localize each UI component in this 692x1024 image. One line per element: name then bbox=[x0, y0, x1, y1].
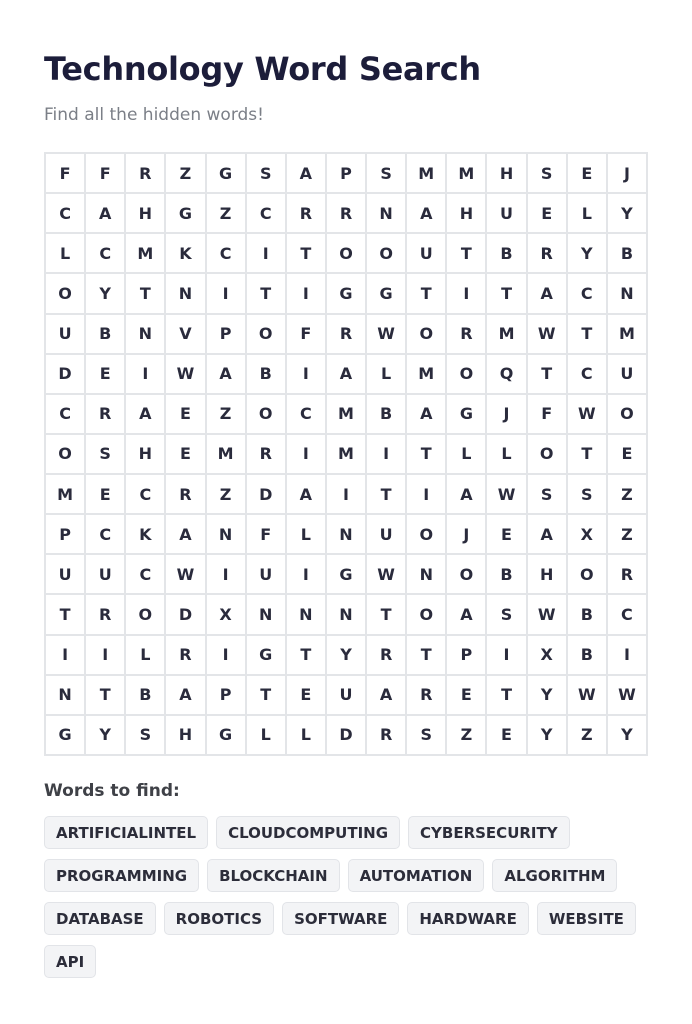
grid-cell[interactable]: R bbox=[86, 595, 124, 633]
grid-cell[interactable]: F bbox=[46, 154, 84, 192]
grid-cell[interactable]: B bbox=[126, 676, 164, 714]
grid-cell[interactable]: I bbox=[247, 234, 285, 272]
grid-cell[interactable]: N bbox=[247, 595, 285, 633]
grid-cell[interactable]: A bbox=[447, 595, 485, 633]
grid-cell[interactable]: N bbox=[46, 676, 84, 714]
grid-cell[interactable]: I bbox=[287, 555, 325, 593]
word-chip: SOFTWARE bbox=[282, 902, 399, 935]
grid-cell[interactable]: E bbox=[568, 154, 606, 192]
grid-cell[interactable]: N bbox=[367, 194, 405, 232]
grid-cell[interactable]: M bbox=[608, 315, 646, 353]
grid-cell[interactable]: W bbox=[568, 395, 606, 433]
grid-cell[interactable]: W bbox=[568, 676, 606, 714]
grid-cell[interactable]: M bbox=[407, 154, 445, 192]
grid-cell[interactable]: I bbox=[447, 274, 485, 312]
word-chip: BLOCKCHAIN bbox=[207, 859, 339, 892]
grid-cell[interactable]: B bbox=[487, 555, 525, 593]
grid-cell[interactable]: S bbox=[487, 595, 525, 633]
grid-cell[interactable]: Y bbox=[327, 636, 365, 674]
word-chip: DATABASE bbox=[44, 902, 156, 935]
grid-cell[interactable]: S bbox=[367, 154, 405, 192]
grid-cell[interactable]: I bbox=[207, 274, 245, 312]
grid-cell[interactable]: I bbox=[367, 435, 405, 473]
grid-cell[interactable]: Y bbox=[528, 716, 566, 754]
grid-cell[interactable]: G bbox=[207, 154, 245, 192]
grid-cell[interactable]: R bbox=[367, 636, 405, 674]
grid-cell[interactable]: I bbox=[207, 636, 245, 674]
grid-cell[interactable]: M bbox=[126, 234, 164, 272]
grid-cell[interactable]: U bbox=[367, 515, 405, 553]
grid-cell[interactable]: A bbox=[166, 676, 204, 714]
grid-cell[interactable]: L bbox=[46, 234, 84, 272]
grid-cell[interactable]: H bbox=[447, 194, 485, 232]
grid-cell[interactable]: D bbox=[46, 355, 84, 393]
word-list bbox=[44, 816, 648, 978]
grid-cell[interactable]: E bbox=[487, 716, 525, 754]
grid-cell[interactable]: Z bbox=[166, 154, 204, 192]
grid-cell[interactable]: T bbox=[247, 676, 285, 714]
grid-cell[interactable]: W bbox=[528, 315, 566, 353]
grid-cell[interactable]: I bbox=[46, 636, 84, 674]
grid-cell[interactable]: S bbox=[247, 154, 285, 192]
grid-cell[interactable]: I bbox=[126, 355, 164, 393]
grid-cell[interactable]: A bbox=[86, 194, 124, 232]
grid-cell[interactable]: U bbox=[487, 194, 525, 232]
grid-cell[interactable]: E bbox=[447, 676, 485, 714]
grid-cell[interactable]: O bbox=[327, 234, 365, 272]
grid-cell[interactable]: D bbox=[247, 475, 285, 513]
grid-cell[interactable]: A bbox=[528, 274, 566, 312]
grid-cell[interactable]: T bbox=[407, 274, 445, 312]
grid-cell[interactable]: Y bbox=[608, 194, 646, 232]
grid-cell[interactable]: Y bbox=[608, 716, 646, 754]
grid-cell[interactable]: R bbox=[608, 555, 646, 593]
grid-cell[interactable]: A bbox=[407, 395, 445, 433]
grid-cell[interactable]: Y bbox=[86, 274, 124, 312]
grid-cell[interactable]: C bbox=[86, 515, 124, 553]
grid-cell[interactable]: E bbox=[608, 435, 646, 473]
grid-cell[interactable]: Y bbox=[568, 234, 606, 272]
grid-cell[interactable]: O bbox=[407, 595, 445, 633]
grid-cell[interactable]: N bbox=[287, 595, 325, 633]
grid-cell[interactable]: C bbox=[126, 555, 164, 593]
grid-cell[interactable]: T bbox=[367, 475, 405, 513]
grid-cell[interactable]: C bbox=[126, 475, 164, 513]
grid-cell[interactable]: F bbox=[528, 395, 566, 433]
grid-cell[interactable]: W bbox=[608, 676, 646, 714]
grid-cell[interactable]: N bbox=[327, 515, 365, 553]
word-chip: ALGORITHM bbox=[492, 859, 617, 892]
grid-cell[interactable]: R bbox=[166, 636, 204, 674]
grid-cell[interactable]: O bbox=[568, 555, 606, 593]
grid-cell[interactable]: G bbox=[46, 716, 84, 754]
grid-cell[interactable]: V bbox=[166, 315, 204, 353]
grid-cell[interactable]: Z bbox=[207, 194, 245, 232]
grid-cell[interactable]: G bbox=[447, 395, 485, 433]
grid-cell[interactable]: U bbox=[46, 315, 84, 353]
grid-cell[interactable]: W bbox=[166, 555, 204, 593]
grid-cell[interactable]: W bbox=[166, 355, 204, 393]
grid-cell[interactable]: E bbox=[86, 355, 124, 393]
grid-cell[interactable]: T bbox=[407, 636, 445, 674]
grid-cell[interactable]: G bbox=[367, 274, 405, 312]
grid-cell[interactable]: S bbox=[528, 475, 566, 513]
grid-cell[interactable]: I bbox=[287, 435, 325, 473]
grid-cell[interactable]: U bbox=[327, 676, 365, 714]
grid-cell[interactable]: C bbox=[86, 234, 124, 272]
grid-cell[interactable]: C bbox=[46, 194, 84, 232]
grid-cell[interactable]: L bbox=[126, 636, 164, 674]
grid-cell[interactable]: I bbox=[487, 636, 525, 674]
grid-cell[interactable]: H bbox=[487, 154, 525, 192]
grid-cell[interactable]: R bbox=[126, 154, 164, 192]
grid-cell[interactable]: D bbox=[327, 716, 365, 754]
grid-cell[interactable]: S bbox=[568, 475, 606, 513]
grid-cell[interactable]: A bbox=[528, 515, 566, 553]
grid-cell[interactable]: I bbox=[86, 636, 124, 674]
grid-cell[interactable]: B bbox=[568, 595, 606, 633]
grid-cell[interactable]: P bbox=[46, 515, 84, 553]
grid-cell[interactable]: U bbox=[608, 355, 646, 393]
grid-cell[interactable]: B bbox=[487, 234, 525, 272]
grid-cell[interactable]: M bbox=[46, 475, 84, 513]
grid-cell[interactable]: Z bbox=[608, 475, 646, 513]
grid-cell[interactable]: M bbox=[327, 395, 365, 433]
grid-cell[interactable]: G bbox=[327, 555, 365, 593]
grid-cell[interactable]: O bbox=[126, 595, 164, 633]
grid-cell[interactable]: L bbox=[447, 435, 485, 473]
grid-cell[interactable]: Y bbox=[528, 676, 566, 714]
grid-cell[interactable]: I bbox=[287, 355, 325, 393]
grid-cell[interactable]: F bbox=[287, 315, 325, 353]
grid-cell[interactable]: T bbox=[247, 274, 285, 312]
grid-cell[interactable]: L bbox=[247, 716, 285, 754]
grid-cell[interactable]: I bbox=[327, 475, 365, 513]
grid-cell[interactable]: B bbox=[608, 234, 646, 272]
grid-cell[interactable]: G bbox=[207, 716, 245, 754]
grid-cell[interactable]: W bbox=[367, 555, 405, 593]
grid-cell[interactable]: C bbox=[247, 194, 285, 232]
grid-cell[interactable]: B bbox=[568, 636, 606, 674]
grid-cell[interactable]: G bbox=[327, 274, 365, 312]
grid-cell[interactable]: R bbox=[327, 194, 365, 232]
grid-cell[interactable]: U bbox=[247, 555, 285, 593]
grid-cell[interactable]: X bbox=[568, 515, 606, 553]
grid-cell[interactable]: T bbox=[568, 315, 606, 353]
grid-cell[interactable]: I bbox=[608, 636, 646, 674]
grid-cell[interactable]: O bbox=[247, 395, 285, 433]
grid-cell[interactable]: S bbox=[407, 716, 445, 754]
grid-cell[interactable]: T bbox=[447, 234, 485, 272]
grid-cell[interactable]: O bbox=[46, 435, 84, 473]
grid-cell[interactable]: K bbox=[126, 515, 164, 553]
grid-cell[interactable]: Z bbox=[608, 515, 646, 553]
grid-cell[interactable]: C bbox=[46, 395, 84, 433]
grid-cell[interactable]: E bbox=[166, 395, 204, 433]
grid-cell[interactable]: I bbox=[287, 274, 325, 312]
grid-cell[interactable]: R bbox=[247, 435, 285, 473]
grid-cell[interactable]: N bbox=[126, 315, 164, 353]
grid-cell[interactable]: J bbox=[487, 395, 525, 433]
grid-cell[interactable]: R bbox=[327, 315, 365, 353]
grid-cell[interactable]: T bbox=[528, 355, 566, 393]
grid-cell[interactable]: W bbox=[528, 595, 566, 633]
grid-cell[interactable]: J bbox=[447, 515, 485, 553]
word-chip: ARTIFICIALINTEL bbox=[44, 816, 208, 849]
grid-cell[interactable]: E bbox=[287, 676, 325, 714]
grid-cell[interactable]: C bbox=[608, 595, 646, 633]
grid-cell[interactable]: A bbox=[166, 515, 204, 553]
grid-cell[interactable]: T bbox=[126, 274, 164, 312]
grid-cell[interactable]: O bbox=[407, 515, 445, 553]
letter-grid bbox=[44, 152, 648, 756]
grid-cell[interactable]: P bbox=[327, 154, 365, 192]
grid-cell[interactable]: U bbox=[86, 555, 124, 593]
grid-cell[interactable]: F bbox=[86, 154, 124, 192]
grid-cell[interactable]: Y bbox=[86, 716, 124, 754]
grid-cell[interactable]: I bbox=[407, 475, 445, 513]
grid-cell[interactable]: A bbox=[447, 475, 485, 513]
grid-cell[interactable]: C bbox=[207, 234, 245, 272]
grid-cell[interactable]: P bbox=[207, 315, 245, 353]
grid-cell[interactable]: T bbox=[487, 274, 525, 312]
grid-cell[interactable]: F bbox=[247, 515, 285, 553]
grid-cell[interactable]: L bbox=[487, 435, 525, 473]
grid-cell[interactable]: G bbox=[166, 194, 204, 232]
grid-cell[interactable]: R bbox=[367, 716, 405, 754]
page-title: Technology Word Search bbox=[44, 50, 481, 88]
grid-cell[interactable]: Z bbox=[447, 716, 485, 754]
word-chip: CLOUDCOMPUTING bbox=[216, 816, 400, 849]
grid-cell[interactable]: Z bbox=[207, 475, 245, 513]
grid-cell[interactable]: T bbox=[487, 676, 525, 714]
grid-cell[interactable]: S bbox=[86, 435, 124, 473]
grid-cell[interactable]: L bbox=[367, 355, 405, 393]
grid-cell[interactable]: M bbox=[487, 315, 525, 353]
grid-cell[interactable]: S bbox=[126, 716, 164, 754]
grid-cell[interactable]: Q bbox=[487, 355, 525, 393]
grid-cell[interactable]: K bbox=[166, 234, 204, 272]
grid-cell[interactable]: D bbox=[166, 595, 204, 633]
grid-cell[interactable]: J bbox=[608, 154, 646, 192]
grid-cell[interactable]: L bbox=[568, 194, 606, 232]
grid-cell[interactable]: N bbox=[407, 555, 445, 593]
grid-cell[interactable]: A bbox=[207, 355, 245, 393]
grid-cell[interactable]: L bbox=[287, 515, 325, 553]
grid-cell[interactable]: R bbox=[287, 194, 325, 232]
word-search-page bbox=[44, 48, 648, 971]
grid-cell[interactable]: H bbox=[528, 555, 566, 593]
grid-cell[interactable]: C bbox=[568, 355, 606, 393]
grid-cell[interactable]: E bbox=[528, 194, 566, 232]
grid-cell[interactable]: G bbox=[247, 636, 285, 674]
grid-cell[interactable]: I bbox=[207, 555, 245, 593]
grid-cell[interactable]: O bbox=[46, 274, 84, 312]
grid-cell[interactable]: Z bbox=[207, 395, 245, 433]
grid-cell[interactable]: A bbox=[327, 355, 365, 393]
grid-cell[interactable]: M bbox=[327, 435, 365, 473]
grid-cell[interactable]: R bbox=[86, 395, 124, 433]
grid-cell[interactable]: O bbox=[447, 555, 485, 593]
grid-cell[interactable]: A bbox=[407, 194, 445, 232]
grid-cell[interactable]: N bbox=[166, 274, 204, 312]
grid-cell[interactable]: R bbox=[528, 234, 566, 272]
grid-cell[interactable]: S bbox=[528, 154, 566, 192]
grid-cell[interactable]: A bbox=[367, 676, 405, 714]
grid-cell[interactable]: M bbox=[207, 435, 245, 473]
grid-cell[interactable]: X bbox=[207, 595, 245, 633]
grid-cell[interactable]: E bbox=[166, 435, 204, 473]
grid-cell[interactable]: X bbox=[528, 636, 566, 674]
grid-cell[interactable]: B bbox=[367, 395, 405, 433]
grid-cell[interactable]: T bbox=[287, 636, 325, 674]
grid-cell[interactable]: H bbox=[166, 716, 204, 754]
word-chip: HARDWARE bbox=[407, 902, 528, 935]
grid-cell[interactable]: T bbox=[407, 435, 445, 473]
grid-cell[interactable]: A bbox=[287, 475, 325, 513]
grid-cell[interactable]: A bbox=[126, 395, 164, 433]
word-chip: CYBERSECURITY bbox=[408, 816, 570, 849]
grid-cell[interactable]: T bbox=[46, 595, 84, 633]
grid-cell[interactable]: W bbox=[487, 475, 525, 513]
grid-cell[interactable]: H bbox=[126, 435, 164, 473]
grid-cell[interactable]: P bbox=[207, 676, 245, 714]
grid-cell[interactable]: P bbox=[447, 636, 485, 674]
words-heading: Words to find: bbox=[44, 781, 180, 801]
grid-cell[interactable]: W bbox=[367, 315, 405, 353]
word-chip: WEBSITE bbox=[537, 902, 636, 935]
grid-cell[interactable]: T bbox=[86, 676, 124, 714]
grid-cell[interactable]: O bbox=[528, 435, 566, 473]
grid-cell[interactable]: N bbox=[207, 515, 245, 553]
grid-cell[interactable]: O bbox=[367, 234, 405, 272]
grid-cell[interactable]: B bbox=[247, 355, 285, 393]
grid-cell[interactable]: N bbox=[608, 274, 646, 312]
grid-cell[interactable]: T bbox=[568, 435, 606, 473]
grid-cell[interactable]: R bbox=[447, 315, 485, 353]
grid-cell[interactable]: Z bbox=[568, 716, 606, 754]
grid-cell[interactable]: U bbox=[407, 234, 445, 272]
grid-cell[interactable]: O bbox=[447, 355, 485, 393]
grid-cell[interactable]: O bbox=[407, 315, 445, 353]
grid-cell[interactable]: B bbox=[86, 315, 124, 353]
word-chip: ROBOTICS bbox=[164, 902, 274, 935]
grid-cell[interactable]: H bbox=[126, 194, 164, 232]
grid-cell[interactable]: L bbox=[287, 716, 325, 754]
grid-cell[interactable]: M bbox=[407, 355, 445, 393]
page-subtitle: Find all the hidden words! bbox=[44, 105, 264, 125]
grid-cell[interactable]: C bbox=[287, 395, 325, 433]
grid-cell[interactable]: O bbox=[608, 395, 646, 433]
grid-cell[interactable]: U bbox=[46, 555, 84, 593]
grid-cell[interactable]: R bbox=[407, 676, 445, 714]
word-chip: PROGRAMMING bbox=[44, 859, 199, 892]
grid-cell[interactable]: A bbox=[287, 154, 325, 192]
grid-cell[interactable]: O bbox=[247, 315, 285, 353]
grid-cell[interactable]: R bbox=[166, 475, 204, 513]
grid-cell[interactable]: T bbox=[367, 595, 405, 633]
grid-cell[interactable]: M bbox=[447, 154, 485, 192]
word-chip: API bbox=[44, 945, 96, 978]
word-chip: AUTOMATION bbox=[348, 859, 485, 892]
grid-cell[interactable]: C bbox=[568, 274, 606, 312]
grid-cell[interactable]: T bbox=[287, 234, 325, 272]
grid-cell[interactable]: E bbox=[86, 475, 124, 513]
grid-cell[interactable]: E bbox=[487, 515, 525, 553]
grid-cell[interactable]: N bbox=[327, 595, 365, 633]
